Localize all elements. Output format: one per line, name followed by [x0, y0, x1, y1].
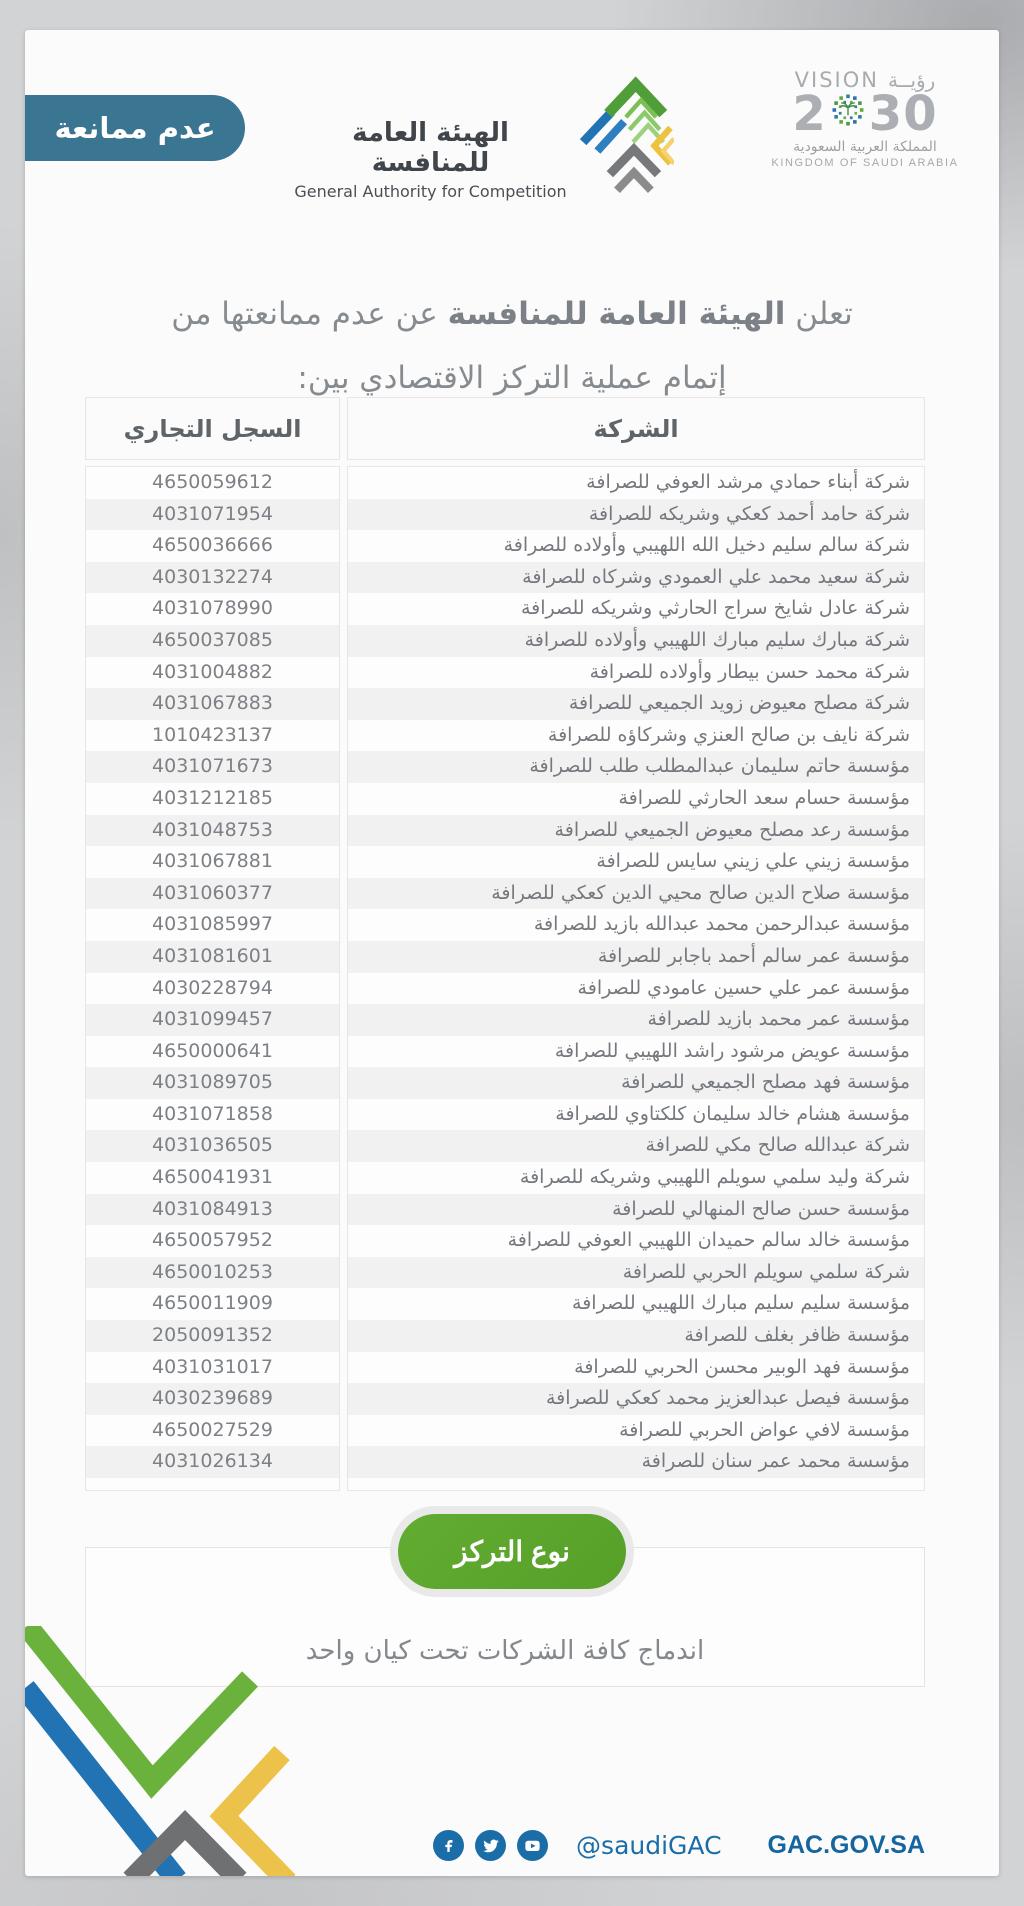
no-objection-badge — [25, 95, 245, 161]
registry-cell: 4031099457 — [86, 1004, 339, 1036]
registry-cell: 4031026134 — [86, 1446, 339, 1478]
registry-cell: 4031212185 — [152, 786, 273, 809]
registry-cell: 2050091352 — [86, 1320, 339, 1352]
announcement-line1-post: عن عدم ممانعتها من — [171, 296, 448, 332]
registry-cell: 4031036505 — [86, 1130, 339, 1162]
announcement-line1-pre: تعلن — [785, 296, 853, 332]
company-cell: مؤسسة حسام سعد الحارثي للصرافة — [618, 786, 910, 809]
registry-cell: 4650037085 — [86, 625, 339, 657]
announcement-line1-bold: الهيئة العامة للمنافسة — [447, 296, 786, 332]
registry-cell: 4031048753 — [86, 815, 339, 847]
registry-cell: 4650036666 — [152, 534, 273, 557]
kingdom-english-label: KINGDOM OF SAUDI ARABIA — [771, 157, 959, 169]
company-cell: شركة نايف بن صالح العنزي وشركاؤه للصرافة — [547, 723, 910, 746]
registry-cell: 4030239689 — [86, 1383, 339, 1415]
vision-year-prefix: 2 — [792, 85, 827, 142]
registry-cell: 4031067881 — [152, 850, 273, 873]
company-column — [347, 466, 925, 1491]
twitter-icon[interactable] — [475, 1830, 506, 1861]
registry-cell: 4031084913 — [86, 1194, 339, 1226]
kingdom-arabic-label: المملكة العربية السعودية — [793, 139, 937, 155]
registry-cell: 4650059612 — [152, 471, 273, 493]
gac-logo-text — [293, 118, 568, 201]
company-cell: شركة عبدالله صالح مكي للصرافة — [348, 1130, 924, 1162]
footer — [422, 1830, 925, 1861]
company-cell: شركة حامد أحمد كعكي وشريكه للصرافة — [348, 499, 924, 531]
column-header-registry: السجل التجاري — [85, 397, 340, 460]
company-cell: مؤسسة حسن صالح المنهالي للصرافة — [348, 1194, 924, 1226]
concentration-type-button[interactable] — [390, 1506, 634, 1597]
registry-cell: 4031067883 — [86, 688, 339, 720]
badge-label: عدم ممانعة — [54, 111, 216, 145]
registry-cell: 4031071858 — [152, 1102, 273, 1125]
registry-cell: 4650010253 — [86, 1257, 339, 1289]
company-cell: مؤسسة عمر محمد بازيد للصرافة — [348, 1004, 924, 1036]
company-cell: مؤسسة عويض مرشود راشد اللهيبي للصرافة — [554, 1039, 910, 1062]
registry-cell: 4031078990 — [152, 597, 273, 620]
registry-cell: 4031071954 — [86, 499, 339, 531]
company-cell: مؤسسة هشام خالد سليمان كلكتاوي للصرافة — [555, 1102, 910, 1125]
company-cell: شركة عادل شايخ سراج الحارثي وشريكه للصرافة — [520, 597, 910, 620]
vision-en-label: VISION — [794, 68, 879, 92]
registry-cell: 4031071673 — [86, 751, 339, 783]
registry-cell: 4650041931 — [152, 1166, 273, 1189]
column-header-company: الشركة — [347, 397, 925, 460]
registry-cell: 4031060377 — [86, 878, 339, 910]
company-cell: مؤسسة رعد مصلح معيوض الجميعي للصرافة — [348, 815, 924, 847]
registry-cell: 4031004882 — [152, 660, 273, 683]
announcement-heading — [25, 282, 999, 410]
gac-corner-motif-icon — [25, 1626, 325, 1876]
gac-chevron-mark-icon — [576, 67, 674, 207]
registry-cell: 4650057952 — [152, 1229, 273, 1252]
announcement-line1 — [25, 282, 999, 346]
company-cell: شركة مبارك سليم مبارك اللهيبي وأولاده للصرافة — [348, 625, 924, 657]
table-header-row — [85, 397, 925, 460]
company-cell: مؤسسة عمر سالم أحمد باجابر للصرافة — [348, 941, 924, 973]
company-cell: مؤسسة زيني علي زيني سايس للصرافة — [596, 850, 910, 873]
announcement-line2: إتمام عملية التركز الاقتصادي بين: — [297, 360, 727, 396]
company-cell: مؤسسة صلاح الدين صالح محيي الدين كعكي للصرافة — [348, 878, 924, 910]
registry-cell: 1010423137 — [152, 723, 273, 746]
company-cell: مؤسسة عمر علي حسين عامودي للصرافة — [577, 976, 910, 999]
registry-column — [85, 466, 340, 1491]
company-cell: مؤسسة محمد عمر سنان للصرافة — [348, 1446, 924, 1478]
registry-cell: 4650011909 — [152, 1292, 273, 1315]
company-cell: مؤسسة لافي عواض الحربي للصرافة — [619, 1418, 910, 1441]
registry-cell: 4030228794 — [152, 976, 273, 999]
gac-name-english: General Authority for Competition — [294, 181, 567, 201]
vision-2030-year — [767, 85, 963, 142]
social-handle[interactable]: @saudiGAC — [576, 1831, 722, 1860]
company-cell: شركة مصلح معيوض زويد الجميعي للصرافة — [348, 688, 924, 720]
company-cell: مؤسسة فهد الوبير محسن الحربي للصرافة — [574, 1355, 910, 1378]
company-cell: شركة وليد سلمي سويلم اللهيبي وشريكه للصرافة — [519, 1166, 910, 1189]
registry-cell: 4031089705 — [86, 1067, 339, 1099]
table-body — [85, 466, 925, 1491]
company-cell: شركة أبناء حمادي مرشد العوفي للصرافة — [586, 471, 910, 493]
company-cell: مؤسسة فيصل عبدالعزيز محمد كعكي للصرافة — [348, 1383, 924, 1415]
vision-year-suffix: 30 — [868, 85, 938, 142]
company-cell: مؤسسة فهد مصلح الجميعي للصرافة — [348, 1067, 924, 1099]
registry-cell: 4031085997 — [152, 913, 273, 936]
facebook-icon[interactable] — [433, 1830, 464, 1861]
gac-name-arabic: الهيئة العامة للمنافسة — [352, 117, 509, 178]
concentration-type-button-label: نوع التركز — [398, 1514, 626, 1589]
vision-palm-emblem-icon — [828, 90, 868, 137]
gac-logo — [293, 60, 678, 220]
companies-table — [85, 397, 925, 1491]
company-cell: مؤسسة حاتم سليمان عبدالمطلب طلب للصرافة — [348, 751, 924, 783]
vision-2030-logo — [767, 68, 963, 169]
website-link[interactable]: GAC.GOV.SA — [767, 1831, 925, 1859]
registry-cell: 4650000641 — [152, 1039, 273, 1062]
company-cell: شركة سعيد محمد علي العمودي وشركاه للصرافة — [348, 562, 924, 594]
company-cell: مؤسسة عبدالرحمن محمد عبدالله بازيد للصرافة — [533, 913, 910, 936]
company-cell: شركة سالم سليم دخيل الله اللهيبي وأولاده للصرافة — [503, 534, 910, 557]
company-cell: مؤسسة خالد سالم حميدان اللهيبي العوفي للصرافة — [507, 1229, 910, 1252]
registry-cell: 4030132274 — [86, 562, 339, 594]
vision-ar-label: رؤيــة — [888, 68, 936, 92]
company-cell: مؤسسة سليم سليم مبارك اللهيبي للصرافة — [572, 1292, 910, 1315]
announcement-card — [25, 30, 999, 1876]
registry-cell: 4031031017 — [152, 1355, 273, 1378]
company-cell: شركة سلمي سويلم الحربي للصرافة — [348, 1257, 924, 1289]
youtube-icon[interactable] — [517, 1830, 548, 1861]
company-cell: شركة محمد حسن بيطار وأولاده للصرافة — [589, 660, 910, 683]
company-cell: مؤسسة ظافر بغلف للصرافة — [348, 1320, 924, 1352]
registry-cell: 4650027529 — [152, 1418, 273, 1441]
concentration-description: اندماج كافة الشركات تحت كيان واحد — [305, 1636, 705, 1666]
registry-cell: 4031081601 — [86, 941, 339, 973]
